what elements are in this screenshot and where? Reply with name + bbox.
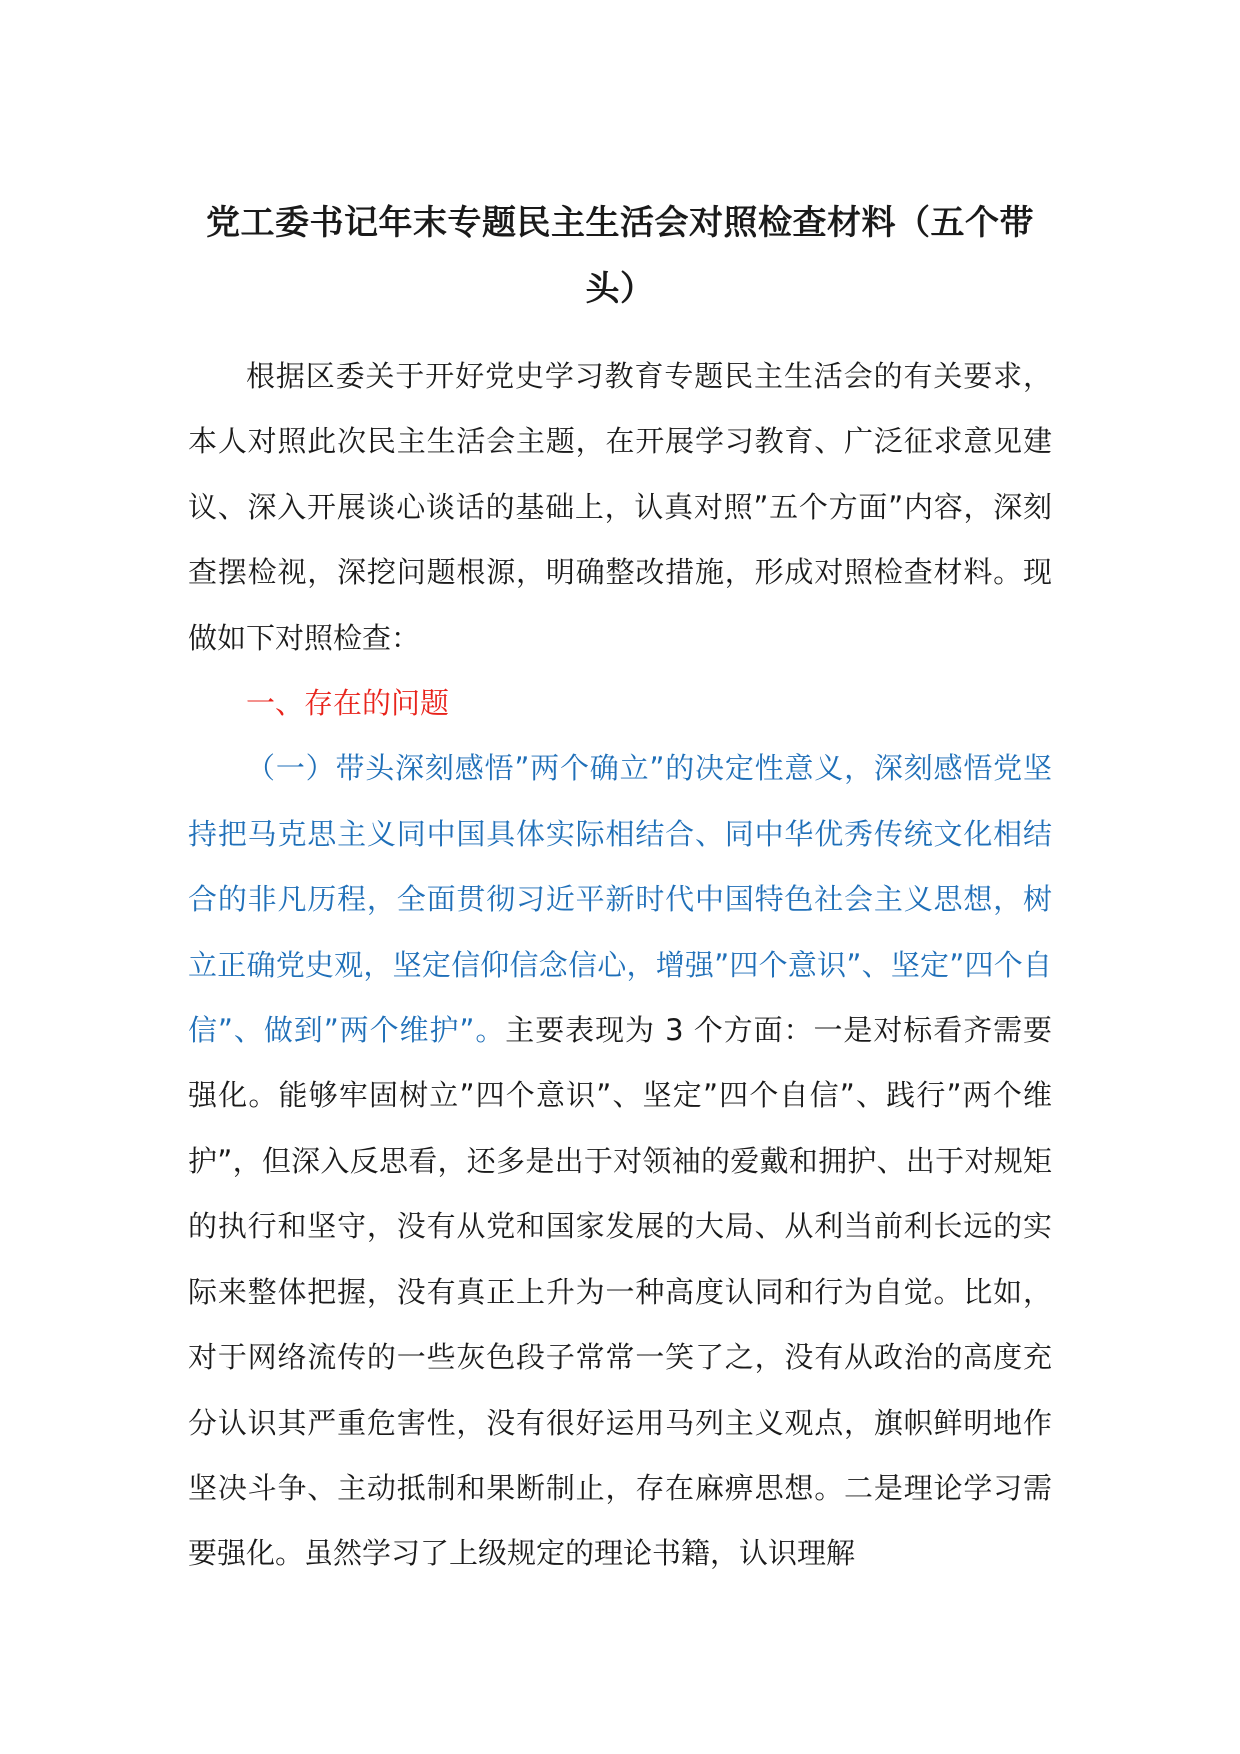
document-body xyxy=(188,344,1052,1587)
intro-paragraph: 根据区委关于开好党史学习教育专题民主生活会的有关要求，本人对照此次民主生活会主题，在开展学习教育、广泛征求意见建议、深入开展谈心谈话的基础上，认真对照”五个方面”内容，深刻查摆检视，深挖问题根源，明确整改措施，形成对照检查材料。现做如下对照检查： xyxy=(188,359,1052,655)
subsection-paragraph xyxy=(188,736,1052,1586)
subsection-heading: （一）带头深刻感悟”两个确立”的决定性意义，深刻感悟党坚持把马克思主义同中国具体实际相结合、同中华优秀传统文化相结合的非凡历程，全面贯彻习近平新时代中国特色社会主义思想，树立正确党史观，坚定信仰信念信心，增强”四个意识”、坚定”四个自信”、做到”两个维护”。 xyxy=(188,751,1052,1048)
subsection-body: 主要表现为 3 个方面：一是对标看齐需要强化。能够牢固树立”四个意识”、坚定”四个自信”、践行”两个维护”，但深入反思看，还多是出于对领袖的爱戴和拥护、出于对规矩的执行和坚守，没有从党和国家发展的大局、从利当前利长远的实际来整体把握，没有真正上升为一种高度认同和行为自觉。比如，对于网络流传的一些灰色段子常常一笑了之，没有从政治的高度充分认识其严重危害性，没有很好运用马列主义观点，旗帜鲜明地作坚决斗争、主动抵制和果断制止，存在麻痹思想。二是理论学习需要强化。虽然学习了上级规定的理论书籍，认识理解 xyxy=(188,1013,1053,1571)
section-heading: 一、存在的问题 xyxy=(246,686,450,721)
document-title: 党工委书记年末专题民主生活会对照检查材料（五个带头） xyxy=(206,203,1034,309)
